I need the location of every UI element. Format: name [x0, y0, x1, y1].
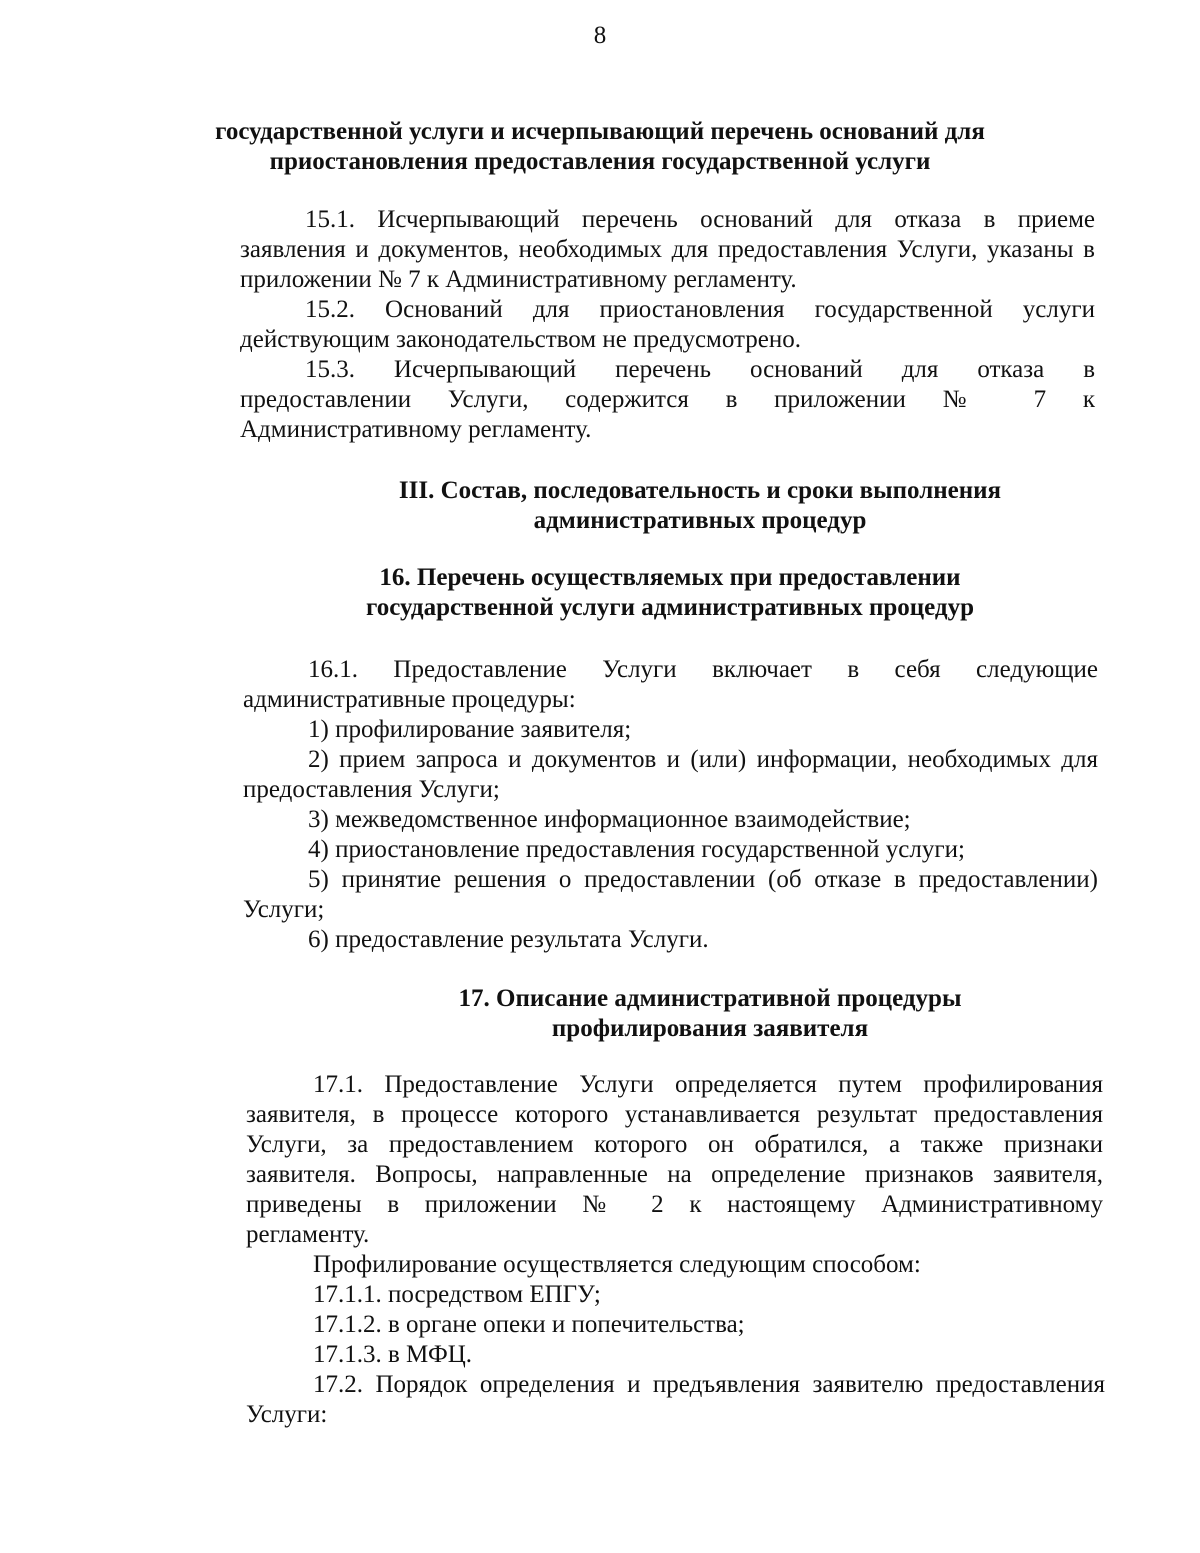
paragraph-line: Административному регламенту.: [240, 416, 592, 443]
list-item: 3) межведомственное информационное взаимодействие;: [308, 806, 911, 833]
paragraph-line: заявителя. Вопросы, направленные на определение признаков заявителя,: [246, 1161, 1103, 1188]
paragraph-line: Услуги:: [246, 1401, 328, 1428]
list-item: 17.1.1. посредством ЕПГУ;: [313, 1281, 601, 1308]
list-item: 1) профилирование заявителя;: [308, 716, 632, 743]
chapter-heading-III-line-2: административных процедур: [533, 507, 867, 534]
section-heading-17-line-2: профилирования заявителя: [551, 1015, 869, 1042]
paragraph-line: 17.2. Порядок определения и предъявления заявителю предоставления: [313, 1371, 1105, 1398]
paragraph-line: 17.1. Предоставление Услуги определяется путем профилирования: [313, 1071, 1103, 1098]
paragraph-line: предоставления Услуги;: [243, 776, 500, 803]
paragraph-line: приложении № 7 к Административному регламенту.: [240, 266, 797, 293]
list-item: 5) принятие решения о предоставлении (об отказе в предоставлении): [308, 866, 1098, 893]
list-item: 4) приостановление предоставления государственной услуги;: [308, 836, 965, 863]
paragraph-line: 15.1. Исчерпывающий перечень оснований для отказа в приеме: [305, 206, 1095, 233]
paragraph-line: административные процедуры:: [243, 686, 576, 713]
paragraph-line: Услуги;: [243, 896, 325, 923]
list-item: 2) прием запроса и документов и (или) информации, необходимых для: [308, 746, 1098, 773]
page-number: 8: [593, 22, 607, 49]
paragraph-line: 16.1. Предоставление Услуги включает в себя следующие: [308, 656, 1098, 683]
list-item: 17.1.3. в МФЦ.: [313, 1341, 473, 1368]
section-heading-17-line-1: 17. Описание административной процедуры: [458, 985, 962, 1012]
paragraph-line: 15.2. Оснований для приостановления государственной услуги: [305, 296, 1095, 323]
paragraph-line: действующим законодательством не предусмотрено.: [240, 326, 801, 353]
paragraph-line: 15.3. Исчерпывающий перечень оснований для отказа в: [305, 356, 1095, 383]
paragraph-line: регламенту.: [246, 1221, 370, 1248]
chapter-heading-III-line-1: III. Состав, последовательность и сроки выполнения: [398, 477, 1002, 504]
paragraph-line: Профилирование осуществляется следующим способом:: [313, 1251, 921, 1278]
list-item: 6) предоставление результата Услуги.: [308, 926, 709, 953]
paragraph-line: заявителя, в процессе которого устанавливается результат предоставления: [246, 1101, 1103, 1128]
paragraph-line: предоставлении Услуги, содержится в приложении № 7 к: [240, 386, 1095, 413]
paragraph-line: приведены в приложении № 2 к настоящему Административному: [246, 1191, 1103, 1218]
paragraph-line: заявления и документов, необходимых для предоставления Услуги, указаны в: [240, 236, 1095, 263]
list-item: 17.1.2. в органе опеки и попечительства;: [313, 1311, 745, 1338]
section-heading-16-line-1: 16. Перечень осуществляемых при предоставлении: [379, 564, 961, 591]
section-heading-16-line-2: государственной услуги административных процедур: [366, 594, 974, 621]
paragraph-line: Услуги, за предоставлением которого он обратился, а также признаки: [246, 1131, 1103, 1158]
section-heading-15-line-1: государственной услуги и исчерпывающий перечень оснований для: [215, 118, 985, 145]
section-heading-15-line-2: приостановления предоставления государственной услуги: [269, 148, 931, 175]
